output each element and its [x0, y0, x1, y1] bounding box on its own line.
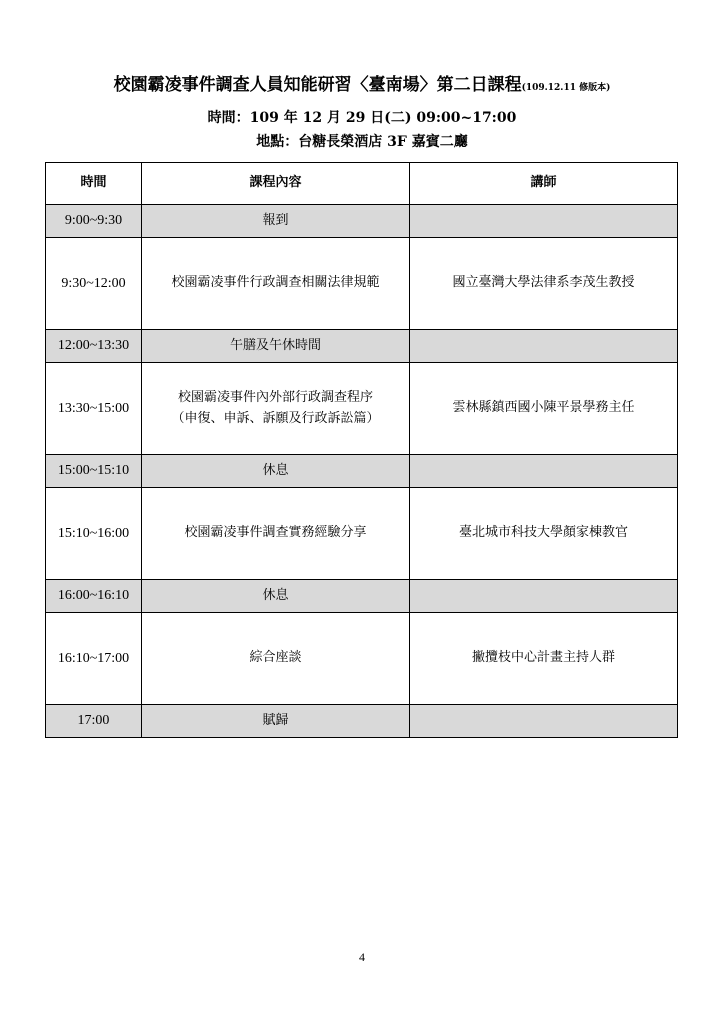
row-course: 校園霸凌事件調查實務經驗分享 [142, 488, 410, 580]
event-location: 地點：台糖長榮酒店 3F 嘉賓二廳 [256, 134, 468, 150]
table-row [46, 580, 678, 613]
row-time: 15:10~16:00 [46, 488, 142, 580]
row-course [142, 363, 410, 455]
version-note: (109.12.11 修版本) [521, 83, 611, 93]
row-course: 報到 [142, 205, 410, 238]
table-row [46, 330, 678, 363]
row-course: 校園霸凌事件行政調查相關法律規範 [142, 238, 410, 330]
row-lecturer [410, 205, 678, 238]
table-row [46, 455, 678, 488]
course-line: （申復、申訴、訴願及行政訴訟篇） [171, 410, 380, 426]
row-course: 午膳及午休時間 [142, 330, 410, 363]
event-time: 時間：109 年 12 月 29 日(二) 09:00~17:00 [207, 110, 517, 126]
row-lecturer [410, 455, 678, 488]
table-row [46, 705, 678, 738]
table-row [46, 205, 678, 238]
table-row [46, 238, 678, 330]
course-line: 校園霸凌事件內外部行政調查程序 [177, 390, 373, 406]
row-lecturer [410, 580, 678, 613]
row-lecturer: 國立臺灣大學法律系李茂生教授 [410, 238, 678, 330]
row-lecturer [410, 705, 678, 738]
header-course: 課程內容 [142, 163, 410, 205]
header-time: 時間 [46, 163, 142, 205]
row-course: 賦歸 [142, 705, 410, 738]
row-time: 13:30~15:00 [46, 363, 142, 455]
page-number: 4 [359, 950, 365, 964]
row-time: 16:10~17:00 [46, 613, 142, 705]
table-row [46, 613, 678, 705]
row-time: 17:00 [46, 705, 142, 738]
row-course: 休息 [142, 455, 410, 488]
row-lecturer: 撇攬枝中心計畫主持人群 [410, 613, 678, 705]
header-lecturer: 講師 [410, 163, 678, 205]
title-text: 校園霸凌事件調查人員知能研習〈臺南場〉第二日課程 [113, 75, 522, 95]
row-lecturer: 臺北城市科技大學顏家棟教官 [410, 488, 678, 580]
row-time: 9:00~9:30 [46, 205, 142, 238]
schedule-table [45, 162, 678, 738]
table-header-row [46, 163, 678, 205]
document-title [0, 70, 724, 95]
row-course: 休息 [142, 580, 410, 613]
row-time: 9:30~12:00 [46, 238, 142, 330]
row-lecturer: 雲林縣鎮西國小陳平景學務主任 [410, 363, 678, 455]
table-row [46, 488, 678, 580]
table-row [46, 363, 678, 455]
row-lecturer [410, 330, 678, 363]
row-time: 12:00~13:30 [46, 330, 142, 363]
row-course: 綜合座談 [142, 613, 410, 705]
row-time: 15:00~15:10 [46, 455, 142, 488]
row-time: 16:00~16:10 [46, 580, 142, 613]
